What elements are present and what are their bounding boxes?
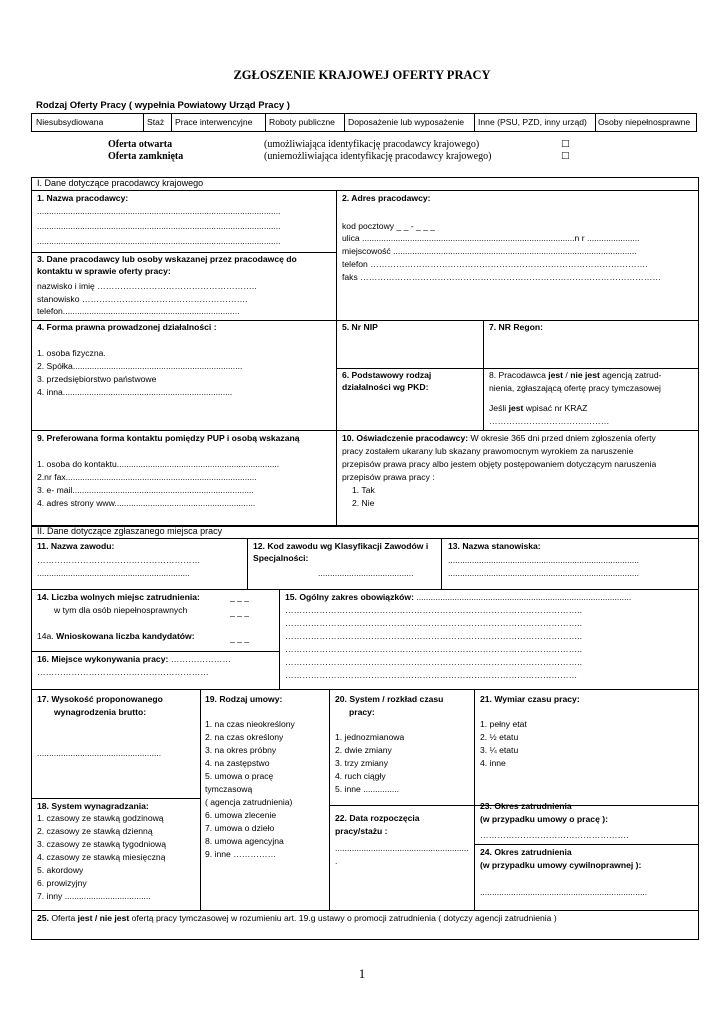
duties-field[interactable]: ………………………………………………………………………………………….. (285, 657, 582, 667)
work-system-label-line2: pracy: (349, 707, 375, 717)
civil-period-label-line2: (w przypadku umowy cywilnoprawnej ): (480, 860, 642, 870)
employer-name-label: 1. Nazwa pracodawcy: (37, 193, 129, 203)
employer-address-label: 2. Adres pracodawcy: (342, 193, 431, 203)
salary-label-line2: wynagrodzenia brutto: (54, 707, 147, 717)
working-time-option[interactable]: 4. inne (480, 758, 506, 768)
offer-type-option[interactable]: Inne (PSU, PZD, inny urząd) (478, 117, 587, 127)
work-system-option[interactable]: 2. dwie zmiany (335, 745, 392, 755)
employment-period-label-line2: (w przypadku umowy o pracę ): (480, 814, 608, 824)
contact-person-label: 3. Dane pracodawcy lub osoby wskazanej przez pracodawcę do kontaktu w sprawie oferty pracy: (37, 254, 297, 276)
pay-system-option[interactable]: 4. czasowy ze stawką miesięczną (37, 852, 166, 862)
contract-type-option[interactable]: 9. inne …………… (205, 849, 277, 859)
contract-type-option[interactable]: 1. na czas nieokreślony (205, 719, 295, 729)
work-system-option[interactable]: 5. inne ............... (335, 784, 400, 794)
employer-name-line[interactable]: ...................................................................................................... (37, 236, 281, 246)
section-position-heading: II. Dane dotyczące zgłaszanego miejsca pracy (37, 526, 223, 536)
employer-fax-field[interactable]: faks …………………………………………………………………………………………… (342, 272, 661, 282)
temporary-work-statement: 25. Oferta jest / nie jest ofertą pracy tymczasowej w rozumieniu art. 19.g ustawy o promocji zatrudnienia ( dotyczy agencji zatrudnienia ) (37, 913, 557, 923)
occupation-name-label: 11. Nazwa zawodu: (37, 541, 115, 551)
contact-form-label: 9. Preferowana forma kontaktu pomiędzy PUP i osobą wskazaną (37, 433, 300, 443)
contract-type-option[interactable]: 7. umowa o dzieło (205, 823, 275, 833)
street-field[interactable]: ulica .........................................................................................n r ...................... (342, 233, 640, 243)
civil-period-field[interactable]: ...................................................................... (480, 887, 648, 897)
postal-code-field[interactable]: kod pocztowy _ _ - _ _ _ (342, 221, 436, 231)
contract-type-option[interactable]: 2. na czas określony (205, 732, 284, 742)
offer-type-option[interactable]: Roboty publiczne (269, 117, 335, 127)
pay-system-label: 18. System wynagradzania: (37, 801, 149, 811)
contact-form-option[interactable]: 3. e- mail............................................................................ (37, 485, 254, 495)
occupation-name-field[interactable]: ................................................................ (37, 568, 190, 578)
legal-form-option[interactable]: 1. osoba fizyczna. (37, 348, 106, 358)
contract-type-option[interactable]: 3. na okres próbny (205, 745, 277, 755)
offer-type-heading: Rodzaj Oferty Pracy ( wypełnia Powiatowy Urząd Pracy ) (36, 100, 290, 111)
vacancies-field[interactable]: _ _ _ (230, 592, 250, 602)
contact-phone-field[interactable]: telefon.......................................................................... (37, 306, 240, 316)
agency-statement: 8. Pracodawca jest / nie jest agencją zatrud- (489, 370, 662, 380)
open-offer-checkbox[interactable]: □ (561, 139, 570, 149)
occupation-code-field[interactable]: ........................................ (318, 568, 414, 578)
offer-type-option[interactable]: Doposażenie lub wyposażenie (348, 117, 465, 127)
declaration-line: 10. Oświadczenie pracodawcy: W okresie 365 dni przed dniem zgłoszenia oferty (342, 433, 656, 443)
closed-offer-label: Oferta zamknięta (108, 151, 184, 162)
offer-type-option[interactable]: Osoby niepełnosprawne (598, 117, 691, 127)
employment-period-field[interactable]: ……………………………………………. (480, 830, 629, 840)
declaration-line: pracy zostałem ukarany lub skazany prawomocnym wyrokiem za naruszenie (342, 446, 634, 456)
disabled-vacancies-label: w tym dla osób niepełnosprawnych (54, 605, 188, 615)
duties-field[interactable]: ………………………………………………………………………………………….. (285, 644, 582, 654)
vacancies-label: 14. Liczba wolnych miejsc zatrudnienia: (37, 592, 200, 602)
contract-type-option-cont: ( agencja zatrudnienia) (205, 797, 293, 807)
offer-type-option[interactable]: Prace interwencyjne (175, 117, 253, 127)
contract-type-option-cont: tymczasową (205, 784, 253, 794)
declaration-yes-option[interactable]: 1. Tak (352, 485, 375, 495)
workplace-label-line: 16. Miejsce wykonywania pracy: ………………… (37, 654, 231, 664)
candidates-label: 14a. Wnioskowana liczba kandydatów: (37, 631, 195, 641)
pkd-label: 6. Podstawowy rodzaj działalności wg PKD: (342, 370, 432, 392)
employer-name-line[interactable]: ...................................................................................................... (37, 221, 281, 231)
duties-field[interactable]: ………………………………………………………………………………………….. (285, 605, 582, 615)
pay-system-option[interactable]: 3. czasowy ze stawką tygodniową (37, 839, 166, 849)
contact-form-option[interactable]: 4. adres strony www........................................................... (37, 498, 256, 508)
duties-field[interactable]: ………………………………………………………………………………………… (285, 670, 578, 680)
contract-type-label: 19. Rodzaj umowy: (205, 694, 283, 704)
closed-offer-desc: (uniemożliwiająca identyfikację pracodawcy krajowego) (264, 151, 492, 162)
legal-form-option[interactable]: 4. inna....................................................................... (37, 387, 233, 397)
occupation-name-field[interactable]: ………………………………………………… (37, 555, 201, 565)
regon-label: 7. NR Regon: (489, 322, 543, 332)
employment-period-label: 23. Okres zatrudnienia (480, 801, 572, 811)
kraz-instruction: Jeśli jest wpisać nr KRAZ (489, 403, 588, 413)
open-offer-desc: (umożliwiająca identyfikację pracodawcy krajowego) (264, 139, 480, 150)
pay-system-option[interactable]: 6. prowizyjny (37, 878, 87, 888)
legal-form-label: 4. Forma prawna prowadzonej działalności : (37, 322, 217, 332)
working-time-label: 21. Wymiar czasu pracy: (480, 694, 580, 704)
pay-system-option[interactable]: 2. czasowy ze stawką dzienną (37, 826, 153, 836)
contract-type-option[interactable]: 8. umowa agencyjna (205, 836, 284, 846)
offer-type-option[interactable]: Niesubsydiowana (36, 117, 104, 127)
position-name-field[interactable]: ................................................................................ (448, 568, 640, 578)
declaration-no-option[interactable]: 2. Nie (352, 498, 375, 508)
contract-type-option[interactable]: 4. na zastępstwo (205, 758, 270, 768)
salary-field[interactable]: .................................................... (37, 748, 162, 758)
work-system-option[interactable]: 3. trzy zmiany (335, 758, 389, 768)
pay-system-option[interactable]: 5. akordowy (37, 865, 84, 875)
contact-form-option[interactable]: 2.nr fax................................................................................ (37, 472, 257, 482)
contract-type-option[interactable]: 5. umowa o pracę (205, 771, 274, 781)
page-title: ZGŁOSZENIE KRAJOWEJ OFERTY PRACY (233, 68, 491, 82)
working-time-option[interactable]: 1. pełny etat (480, 719, 527, 729)
agency-statement-line2: nienia, zgłaszającą ofertę pracy tymczasowej (489, 383, 661, 393)
city-field[interactable]: miejscowość ...................................................................................................... (342, 246, 637, 256)
occupation-code-label: 12. Kod zawodu wg Klasyfikacji Zawodów i Specjalności: (253, 541, 429, 563)
start-date-label: 22. Data rozpoczęcia (335, 813, 420, 823)
closed-offer-checkbox[interactable]: □ (561, 151, 570, 161)
working-time-option[interactable]: 2. ½ etatu (480, 732, 519, 742)
employer-name-line[interactable]: ...................................................................................................... (37, 206, 281, 216)
section-employer-heading: I. Dane dotyczące pracodawcy krajowego (37, 178, 204, 188)
contact-name-field[interactable]: nazwisko i imię ……………………………………………….. (37, 281, 257, 291)
position-name-label: 13. Nazwa stanowiska: (448, 541, 541, 551)
duties-field[interactable]: ………………………………………………………………………………………….. (285, 631, 582, 641)
declaration-line: przepisów prawa pracy albo jestem objęty postępowaniem dotyczącym naruszenia (342, 459, 657, 469)
legal-form-option[interactable]: 3. przedsiębiorstwo państwowe (37, 374, 157, 384)
start-date-field[interactable]: ........................................................ (335, 843, 469, 853)
start-date-field-end: . (335, 856, 338, 866)
offer-type-option[interactable]: Staż (147, 117, 165, 127)
civil-period-label: 24. Okres zatrudnienia (480, 847, 572, 857)
disabled-vacancies-field[interactable]: _ _ _ (230, 607, 250, 617)
declaration-line: przepisów prawa pracy : (342, 472, 435, 482)
legal-form-option[interactable]: 2. Spółka....................................................................... (37, 361, 243, 371)
start-date-label-line2: pracy/stażu : (335, 826, 388, 836)
work-system-label: 20. System / rozkład czasu (335, 694, 444, 704)
duties-field[interactable]: ………………………………………………………………………………………….. (285, 618, 582, 628)
salary-label: 17. Wysokość proponowanego (37, 694, 163, 704)
contact-form-option[interactable]: 1. osoba do kontaktu.................................................................... (37, 459, 280, 469)
duties-label-line: 15. Ogólny zakres obowiązków: .......................................................................................... (285, 592, 632, 602)
pay-system-option[interactable]: 7. inny .................................... (37, 891, 151, 901)
work-system-option[interactable]: 1. jednozmianowa (335, 732, 405, 742)
page-number: 1 (358, 966, 366, 981)
workplace-field[interactable]: …………………………………………………… (37, 667, 209, 677)
pay-system-option[interactable]: 1. czasowy ze stawką godzinową (37, 813, 164, 823)
working-time-option[interactable]: 3. ¼ etatu (480, 745, 519, 755)
kraz-number-field[interactable]: …………………………………… (489, 416, 610, 426)
contact-position-field[interactable]: stanowisko …………………………………………………. (37, 294, 248, 304)
contract-type-option[interactable]: 6. umowa zlecenie (205, 810, 277, 820)
open-offer-label: Oferta otwarta (108, 139, 173, 150)
employer-phone-field[interactable]: telefon ……………………………………………………………………………………. (342, 259, 648, 269)
position-name-field[interactable]: ................................................................................ (448, 555, 640, 565)
work-system-option[interactable]: 4. ruch ciągły (335, 771, 386, 781)
candidates-field[interactable]: _ _ _ (230, 633, 250, 643)
nip-label: 5. Nr NIP (342, 322, 378, 332)
